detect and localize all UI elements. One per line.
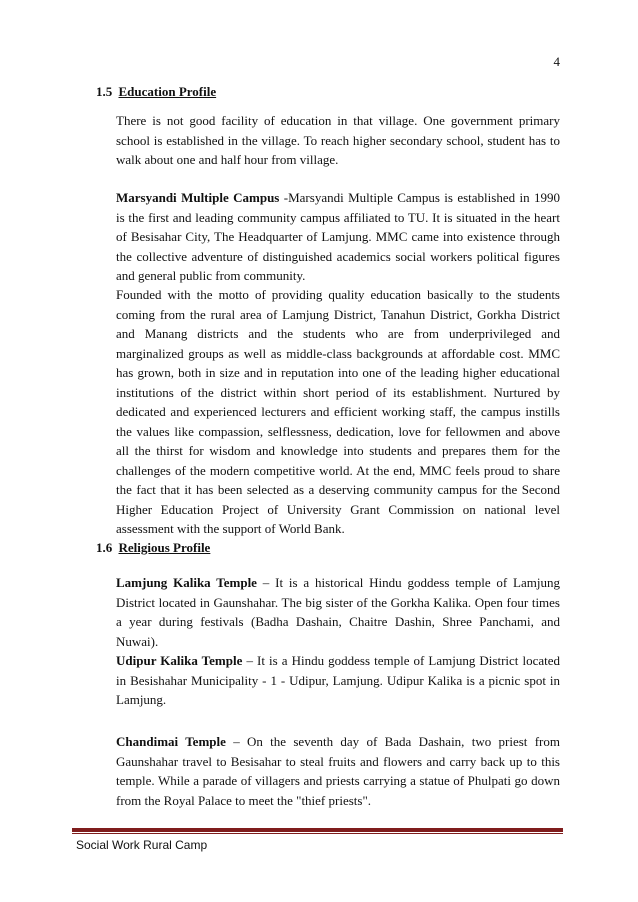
temple-description: – On the seventh day of Bada Dashain, two priest from Gaunshahar travel to Besisahar to steal fruits and flowers and carry back up to this temple. While a parade of villagers and priests carrying a statue of Phulpati go down from the Royal Palace to meet the "thief priests". bbox=[116, 734, 560, 808]
chandimai-paragraph bbox=[116, 732, 560, 810]
temple-name: Lamjung Kalika Temple bbox=[116, 575, 257, 590]
lamjung-kalika-paragraph bbox=[116, 573, 560, 651]
section-title: Education Profile bbox=[118, 84, 217, 99]
udipur-kalika-paragraph bbox=[116, 651, 560, 710]
temple-description: – It is a Hindu goddess temple of Lamjung District located in Besishahar Municipality - 1 - Udipur, Lamjung. Udipur Kalika is a picnic spot in Lamjung. bbox=[116, 653, 560, 707]
page-number: 4 bbox=[553, 54, 560, 69]
temple-name: Chandimai Temple bbox=[116, 734, 226, 749]
footer-rule bbox=[72, 828, 563, 832]
footer-text: Social Work Rural Camp bbox=[76, 838, 208, 852]
religious-profile-heading bbox=[96, 540, 210, 556]
campus-paragraph bbox=[116, 188, 560, 286]
temple-description: – It is a historical Hindu goddess temple of Lamjung District located in Gaunshahar. The big sister of the Gorkha Kalika. Open four times a year during festivals (Badha Dashain, Chaitre Dashin, Shree Panchami, and Nuwai). bbox=[116, 575, 560, 649]
section-title: Religious Profile bbox=[118, 540, 211, 555]
temple-name: Udipur Kalika Temple bbox=[116, 653, 243, 668]
footer-rule-thin bbox=[72, 833, 563, 834]
education-profile-heading bbox=[96, 84, 216, 100]
campus-founded-paragraph: Founded with the motto of providing quality education basically to the students coming from the rural area of Lamjung District, Tanahun District, Gorkha District and Manang districts and the students who are from underprivileged and marginalized groups as well as middle-class backgrounds at affordable cost. MMC has grown, both in size and in reputation into one of the leading higher educational institutions of the district within short period of its establishment. Nurtured by dedicated and experienced lecturers and efficient working staff, the campus instills the values like compassion, selflessness, dedication, love for fellowmen and above all the thirst for wisdom and knowledge into students and prepares them for the challenges of the modern competitive world. At the end, MMC feels proud to share the fact that it has been selected as a deserving community campus for the Second Higher Education Project of University Grant Commission on national level assessment with the support of World Bank. bbox=[116, 287, 560, 536]
campus-name: Marsyandi Multiple Campus bbox=[116, 190, 280, 205]
education-intro-paragraph: There is not good facility of education in that village. One government primary school is established in the village. To reach higher secondary school, student has to walk about one and half hour from village. bbox=[116, 113, 560, 167]
campus-description: -Marsyandi Multiple Campus is established in 1990 is the first and leading community campus affiliated to TU. It is situated in the heart of Besisahar City, The Headquarter of Lamjung. MMC came into existence through the collective adventure of distinguished academics social workers political figures and general public from community. bbox=[116, 190, 560, 283]
section-number: 1.6 bbox=[96, 540, 113, 555]
section-number: 1.5 bbox=[96, 84, 113, 99]
